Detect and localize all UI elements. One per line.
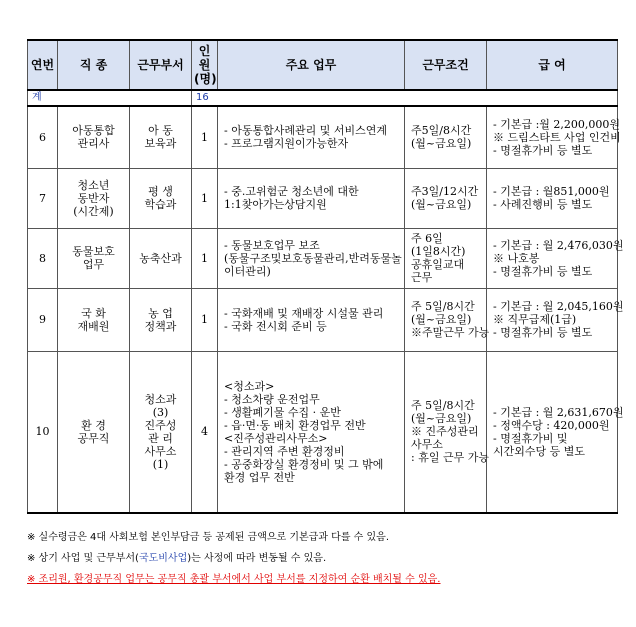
row-cond-line: (1일8시간) (411, 245, 466, 258)
row-dept (130, 288, 192, 351)
row-job (58, 106, 130, 168)
job-table (27, 39, 624, 514)
row-duty-line: <진주성관리사무소> (224, 431, 328, 445)
row-dept-line: 진주성 (144, 418, 177, 432)
row-no (28, 106, 58, 168)
row-pay-line: - 기본급 : 월 2,631,670원 (493, 405, 624, 419)
row-duty-line: - 청소차량 운전업무 (224, 392, 320, 406)
row-duty-line: - 읍·면·동 배치 환경업무 전반 (224, 418, 366, 432)
row-duty-line: - 생활폐기물 수집 · 운반 (224, 405, 341, 419)
row-no-value: 7 (39, 191, 46, 205)
row-pay (487, 106, 621, 168)
header-count: 인원(명) (192, 40, 218, 90)
row-pay-line: ※ 나호봉 (493, 251, 540, 265)
row-job-line: (시간제) (73, 204, 114, 218)
row-dept-line: 보육과 (144, 137, 177, 151)
header-duty: 주요 업무 (218, 40, 405, 90)
row-duty-line: (동물구조및보호동물관리,반려동물놀 (224, 251, 402, 265)
row-pay-line: - 기본급 : 월851,000원 (493, 185, 610, 198)
row-job-line: 공무직 (77, 431, 110, 445)
note-2: ※ 상기 사업 및 근무부서(국도비사업)는 사정에 따라 변동될 수 있음. (27, 553, 327, 564)
row-duty-line: 환경 업무 전반 (224, 470, 295, 484)
table-row (28, 168, 618, 228)
table-row (28, 106, 618, 168)
total-count: 16 (192, 90, 618, 106)
row-dept-line: 아 동 (148, 124, 173, 138)
table-row (28, 288, 618, 351)
row-pay (487, 168, 618, 228)
row-count-value: 1 (201, 313, 208, 326)
header-cond: 근무조건 (405, 40, 487, 90)
header-no: 연번 (28, 40, 58, 90)
row-job (58, 351, 130, 513)
row-count (192, 228, 218, 288)
row-duty-line: <청소과> (224, 379, 275, 393)
row-count (192, 168, 218, 228)
row-count (192, 106, 218, 168)
row-cond-line: 주3일/12시간 (411, 185, 479, 198)
note-3: ※ 조리원, 환경공무직 업무는 공무직 총괄 부서에서 사업 부서를 지정하여 순환 배치될 수 있음. (27, 574, 441, 585)
row-no (28, 228, 58, 288)
row-duty (218, 288, 405, 351)
row-cond-line: 주 5일/8시간 (411, 300, 475, 313)
row-pay-line: - 사례진행비 등 별도 (493, 198, 593, 211)
row-dept-line: (3) (152, 405, 169, 419)
header-pay: 급 여 (487, 40, 618, 90)
row-duty-line: - 아동통합사례관리 및 서비스연계 (224, 124, 387, 138)
row-no (28, 288, 58, 351)
row-cond (405, 351, 487, 513)
row-job (58, 168, 130, 228)
row-duty-line: - 중.고위험군 청소년에 대한 (224, 185, 359, 198)
row-pay-line: - 명절휴가비 등 별도 (493, 326, 593, 339)
row-pay-line: - 기본급 : 월 2,476,030원 (493, 238, 624, 252)
table-row (28, 351, 618, 513)
row-no-value: 6 (39, 130, 46, 144)
table-row (28, 228, 618, 288)
row-duty-line: - 관리지역 주변 환경정비 (224, 444, 345, 458)
row-cond-line: 주 6일 (411, 232, 443, 245)
row-dept (130, 106, 192, 168)
row-cond-line: 공휴일교대 (411, 258, 465, 271)
row-dept (130, 228, 192, 288)
total-row (28, 90, 618, 106)
row-no (28, 351, 58, 513)
row-job (58, 288, 130, 351)
row-cond (405, 106, 487, 168)
row-count-value: 1 (201, 251, 208, 265)
row-duty-line: 이터관리) (224, 264, 271, 278)
row-duty-line: - 국화 전시회 준비 등 (224, 319, 327, 333)
header-row (28, 40, 618, 90)
row-cond (405, 288, 490, 351)
row-dept-line: 정책과 (144, 319, 177, 333)
note-1: ※ 실수령금은 4대 사회보험 본인부담금 등 공제된 금액으로 기본급과 다를 수 있음. (27, 532, 390, 543)
row-dept-line: 관 리 (148, 431, 173, 445)
row-duty (218, 351, 405, 513)
row-job-line: 환 경 (81, 418, 106, 432)
row-count-value: 1 (201, 130, 208, 144)
notes (27, 530, 627, 593)
row-job-line: 관리사 (77, 137, 110, 151)
row-no-value: 8 (39, 251, 46, 265)
row-count-value: 4 (201, 425, 208, 439)
row-cond-line: 근무 (411, 271, 433, 284)
row-dept (130, 168, 192, 228)
row-dept-line: 농 업 (148, 306, 173, 320)
note-2-highlight: 국도비사업 (138, 553, 188, 564)
row-pay (487, 288, 624, 351)
row-duty-line: - 국화재배 및 재배장 시설물 관리 (224, 306, 384, 320)
row-dept-line: 학습과 (144, 198, 177, 211)
row-count-value: 1 (201, 191, 208, 205)
row-pay-line: 시간외수당 등 별도 (493, 444, 586, 458)
row-cond-line: (월~금요일) (411, 198, 472, 211)
total-label: 계 (28, 90, 192, 106)
row-dept-line: 농축산과 (139, 251, 182, 265)
row-dept-line: 청소과 (144, 392, 177, 406)
row-duty-line: - 공중화장실 환경정비 및 그 밖에 (224, 457, 384, 471)
row-duty (218, 106, 405, 168)
header-job: 직 종 (58, 40, 130, 90)
row-cond-line: 주 5일/8시간 (411, 399, 475, 413)
row-no-value: 9 (39, 313, 46, 326)
row-cond (405, 168, 487, 228)
row-count (192, 288, 218, 351)
row-pay-line: - 명절휴가비 및 (493, 431, 568, 445)
row-no-value: 10 (35, 425, 50, 439)
row-pay-line: ※ 드림스타트 사업 인건비 (493, 130, 621, 144)
row-pay-line: - 정액수당 : 420,000원 (493, 418, 610, 432)
row-dept-line: (1) (152, 457, 169, 471)
row-duty (218, 228, 405, 288)
row-dept-line: 평 생 (148, 185, 173, 198)
row-job-line: 국 화 (81, 306, 106, 320)
row-duty-line: - 동물보호업무 보조 (224, 238, 320, 252)
row-cond-line: : 휴일 근무 가능 (411, 451, 489, 465)
header-dept: 근무부서 (130, 40, 192, 90)
row-pay (487, 351, 624, 513)
row-pay-line: ※ 직무급제(1급) (493, 313, 577, 326)
row-job-line: 재배원 (77, 319, 110, 333)
row-duty-line: - 프로그램지원이가능한자 (224, 137, 349, 151)
row-cond-line: ※주말근무 가능 (411, 326, 490, 339)
row-cond-line: 사무소 (411, 438, 443, 452)
row-job (58, 228, 130, 288)
row-job-line: 동물보호 (72, 245, 115, 258)
row-duty-line: 1:1찾아가는상담지원 (224, 198, 327, 211)
row-pay-line: - 기본급 : 월 2,045,160원 (493, 300, 624, 313)
row-cond-line: (월~금요일) (411, 137, 472, 151)
row-job-line: 아동통합 (72, 124, 115, 138)
row-pay-line: - 명절휴가비 등 별도 (493, 143, 593, 157)
job-table-wrapper (27, 39, 624, 514)
row-cond-line: (월~금요일) (411, 313, 472, 326)
row-cond-line: (월~금요일) (411, 412, 472, 426)
table-body (28, 106, 624, 513)
row-cond-line: 주5일/8시간 (411, 124, 472, 138)
row-count (192, 351, 218, 513)
row-job-line: 업무 (82, 258, 105, 271)
row-job-line: 청소년 (77, 178, 110, 192)
row-cond (405, 228, 487, 288)
row-dept-line: 사무소 (144, 444, 177, 458)
row-dept (130, 351, 192, 513)
row-pay (487, 228, 624, 288)
row-job-line: 동반자 (77, 191, 110, 205)
row-pay-line: - 기본급 :월 2,200,000원 (493, 117, 621, 131)
row-no (28, 168, 58, 228)
row-duty (218, 168, 405, 228)
row-cond-line: ※ 진주성관리 (411, 425, 479, 439)
row-pay-line: - 명절휴가비 등 별도 (493, 264, 593, 278)
